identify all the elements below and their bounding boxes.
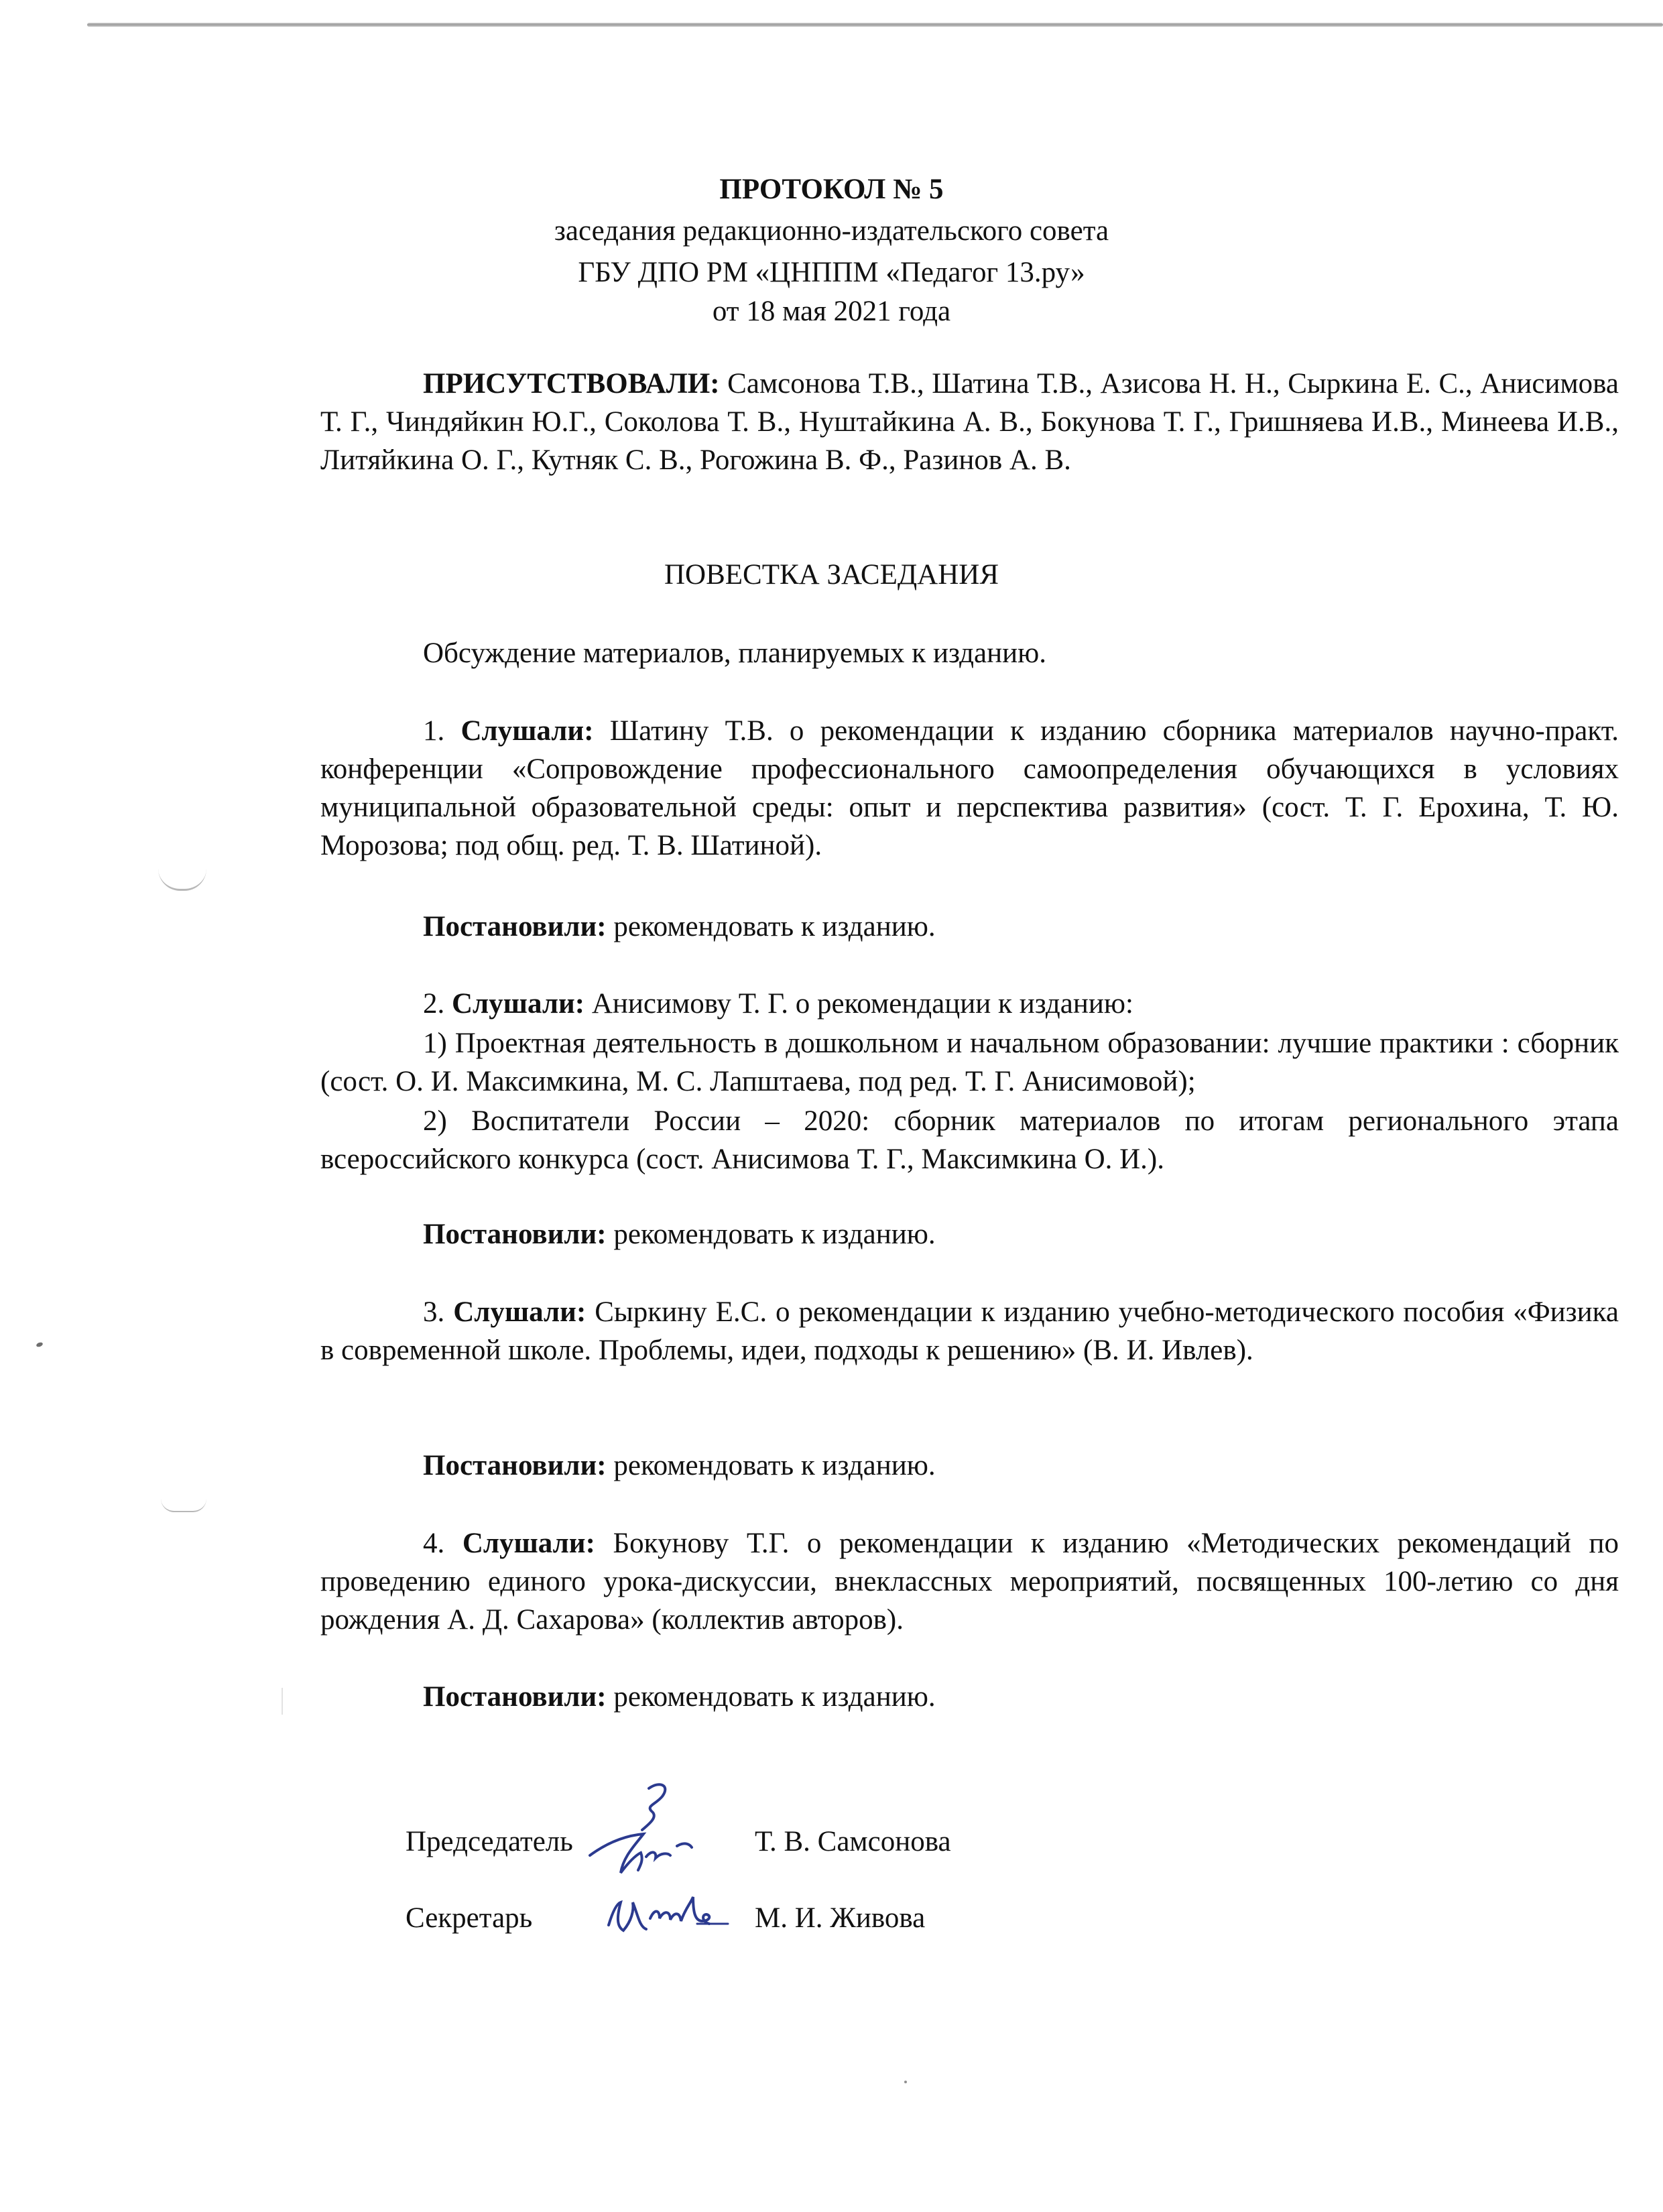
decided-label: Постановили: [423, 911, 607, 942]
item-2-sub-1: 1) Проектная деятельность в дошкольном и начальном образовании: лучшие практики : сборник (сост. О. И. Максимкина, М. С. Лапштаева, под ред. Т. Г. Анисимовой); [320, 1028, 1619, 1097]
item-number: 2. [423, 988, 452, 1020]
item-4-decided [320, 1678, 1619, 1716]
document-date: от 18 мая 2021 года [712, 296, 951, 327]
decided-label: Постановили: [423, 1450, 607, 1481]
item-number: 1. [423, 715, 461, 747]
agenda-heading: ПОВЕСТКА ЗАСЕДАНИЯ [664, 559, 999, 591]
item-3-heard [320, 1293, 1619, 1369]
present-paragraph [320, 365, 1619, 479]
secretary-label: Секретарь [406, 1902, 533, 1934]
chair-label: Председатель [406, 1826, 573, 1857]
heard-label: Слушали: [453, 1296, 587, 1328]
punch-hole-mark [158, 869, 206, 891]
document-title: ПРОТОКОЛ № 5 [719, 174, 944, 205]
scan-speck [36, 1341, 43, 1347]
item-number: 3. [423, 1296, 454, 1328]
decided-text: рекомендовать к изданию. [606, 1681, 936, 1713]
scan-speck [904, 2081, 907, 2083]
scan-top-edge [87, 23, 1663, 27]
item-number: 4. [423, 1528, 463, 1559]
decided-text: рекомендовать к изданию. [606, 1450, 936, 1481]
chair-signature-icon [576, 1776, 711, 1890]
item-1-heard [320, 712, 1619, 865]
item-2-heard [320, 985, 1619, 1023]
agenda-text: Обсуждение материалов, планируемых к изданию. [423, 637, 1047, 669]
decided-text: рекомендовать к изданию. [606, 911, 936, 942]
document-subtitle: заседания редакционно-издательского совета [554, 215, 1109, 247]
decided-label: Постановили: [423, 1219, 607, 1250]
heard-label: Слушали: [462, 1528, 595, 1559]
punch-hole-mark [161, 1499, 206, 1512]
secretary-name: М. И. Живова [755, 1902, 926, 1934]
item-2-sub-2: 2) Воспитатели России – 2020: сборник материалов по итогам регионального этапа всероссийского конкурса (сост. Анисимова Т. Г., Максимкина О. И.). [320, 1105, 1619, 1175]
heard-text: Сыркину Е.С. о рекомендации к изданию учебно-методического пособия «Физика в современной школе. Проблемы, идеи, подходы к решению» (В. И. Ивлев). [320, 1296, 1619, 1366]
heard-label: Слушали: [460, 715, 594, 747]
heard-text: Шатину Т.В. о рекомендации к изданию сборника материалов научно-практ. конференции «Сопровождение профессионального самоопределения обучающихся в условиях муниципальной образовательной среды: опыт и перспектива развития» (сост. Т. Г. Ерохина, Т. Ю. Морозова; под общ. ред. Т. В. Шатиной). [320, 715, 1619, 861]
item-1-decided [320, 908, 1619, 946]
item-2-decided [320, 1215, 1619, 1253]
heard-text: Анисимову Т. Г. о рекомендации к изданию: [584, 988, 1133, 1020]
heard-text: Бокунову Т.Г. о рекомендации к изданию «Методических рекомендаций по проведению единого урока-дискуссии, внеклассных мероприятий, посвященных 100-летию со дня рождения А. Д. Сахарова» (коллектив авторов). [320, 1528, 1619, 1636]
chair-name: Т. В. Самсонова [755, 1826, 951, 1857]
scan-speck [282, 1688, 283, 1715]
decided-text: рекомендовать к изданию. [606, 1219, 936, 1250]
present-list: Самсонова Т.В., Шатина Т.В., Азисова Н. Н., Сыркина Е. С., Анисимова Т. Г., Чиндяйкин Ю.Г., Соколова Т. В., Нуштайкина А. В., Бокунова Т. Г., Гришняева И.В., Минеева И.В., Литяйкина О. Г., Кутняк С. В., Рогожина В. Ф., Разинов А. В. [320, 368, 1619, 476]
decided-label: Постановили: [423, 1681, 607, 1713]
present-label: ПРИСУТСТВОВАЛИ: [423, 368, 720, 400]
heard-label: Слушали: [452, 988, 585, 1020]
item-4-heard [320, 1524, 1619, 1639]
secretary-signature-icon [597, 1877, 731, 1951]
item-3-decided [320, 1447, 1619, 1485]
organization-name: ГБУ ДПО РМ «ЦНППМ «Педагог 13.ру» [578, 257, 1085, 288]
